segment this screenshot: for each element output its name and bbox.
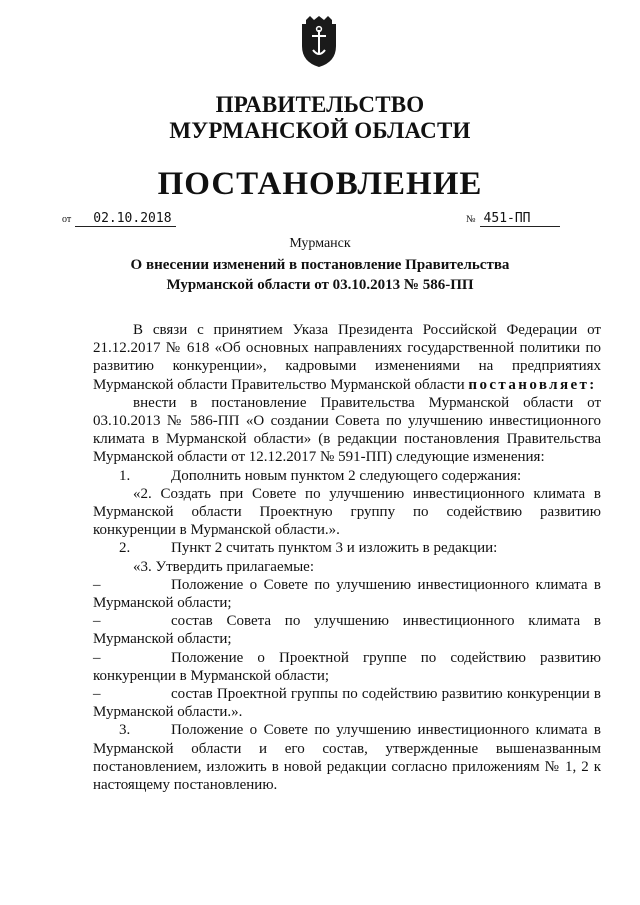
item-2 <box>93 539 601 557</box>
dash-item-2 <box>93 612 601 648</box>
dash-item-4-text: состав Проектной группы по содействию развитию конкуренции в Мурманской области.». <box>93 686 601 721</box>
dash-symbol: – <box>93 613 101 630</box>
city: Мурманск <box>289 236 351 251</box>
number-label: № <box>466 214 476 225</box>
dash-symbol: – <box>93 576 101 593</box>
item-1-text: Дополнить новым пунктом 2 следующего содержания: <box>171 467 522 484</box>
resolution-paragraph: внести в постановление Правительства Мурманской области от 03.10.2013 № 586-ПП «О создании Совета по улучшению инвестиционного климата в Мурманской области» (в редакции постановления Правительства Мурманской области от 12.12.2017 № 591-ПП) следующие изменения: <box>93 394 601 466</box>
document-date <box>62 210 176 227</box>
document-type: ПОСТАНОВЛЕНИЕ <box>157 166 483 202</box>
item-2-text: Пункт 2 считать пунктом 3 и изложить в редакции: <box>171 540 498 557</box>
item-2-number: 2. <box>119 540 131 557</box>
document-number <box>466 210 560 227</box>
intro-text: В связи с принятием Указа Президента Российской Федерации от 21.12.2017 № 618 «Об основных направлениях государственной политики по развитию конкуренции», кадровыми изменениями на предприятиях Мурманской области Правительство Мурманской области <box>93 322 601 393</box>
coat-of-arms-emblem <box>298 16 340 68</box>
dash-item-3 <box>93 649 601 685</box>
intro-paragraph <box>93 321 601 394</box>
item-3 <box>93 721 601 794</box>
government-title-line1: ПРАВИТЕЛЬСТВО <box>215 92 425 117</box>
dash-symbol: – <box>93 686 101 703</box>
dash-symbol: – <box>93 649 101 666</box>
subject-line2: Мурманской области от 03.10.2013 № 586-ПП <box>166 277 474 293</box>
item-1 <box>93 467 601 485</box>
dash-item-4 <box>93 685 601 721</box>
dash-item-2-text: состав Совета по улучшению инвестиционного климата в Мурманской области; <box>93 613 601 648</box>
item-3-text: Положение о Совете по улучшению инвестиционного климата в Мурманской области и его состав, утвержденные вышеназванным постановлением, изложить в новой редакции согласно приложениям № 1, 2 к настоящему постановлению. <box>93 722 601 794</box>
subject-line1: О внесении изменений в постановление Правительства <box>130 257 510 273</box>
number-value: 451-ПП <box>480 211 560 227</box>
dash-item-3-text: Положение о Проектной группе по содействию развитию конкуренции в Мурманской области; <box>93 649 601 684</box>
item-2-quote: «3. Утвердить прилагаемые: <box>133 558 314 575</box>
dash-item-1 <box>93 576 601 612</box>
item-3-number: 3. <box>119 722 131 739</box>
dash-item-1-text: Положение о Совете по улучшению инвестиционного климата в Мурманской области; <box>93 576 601 612</box>
document-body <box>93 321 601 794</box>
government-title-line2: МУРМАНСКОЙ ОБЛАСТИ <box>169 118 471 143</box>
document-subject <box>130 255 510 295</box>
item-1-number: 1. <box>119 467 131 484</box>
date-label: от <box>62 214 72 225</box>
item-1-quote: «2. Создать при Совете по улучшению инвестиционного климата в Мурманской области Проектную группу по содействию развитию конкуренции в Мурманской области.». <box>93 485 601 539</box>
date-value: 02.10.2018 <box>75 211 175 227</box>
decree-word: постановляет: <box>468 376 597 393</box>
